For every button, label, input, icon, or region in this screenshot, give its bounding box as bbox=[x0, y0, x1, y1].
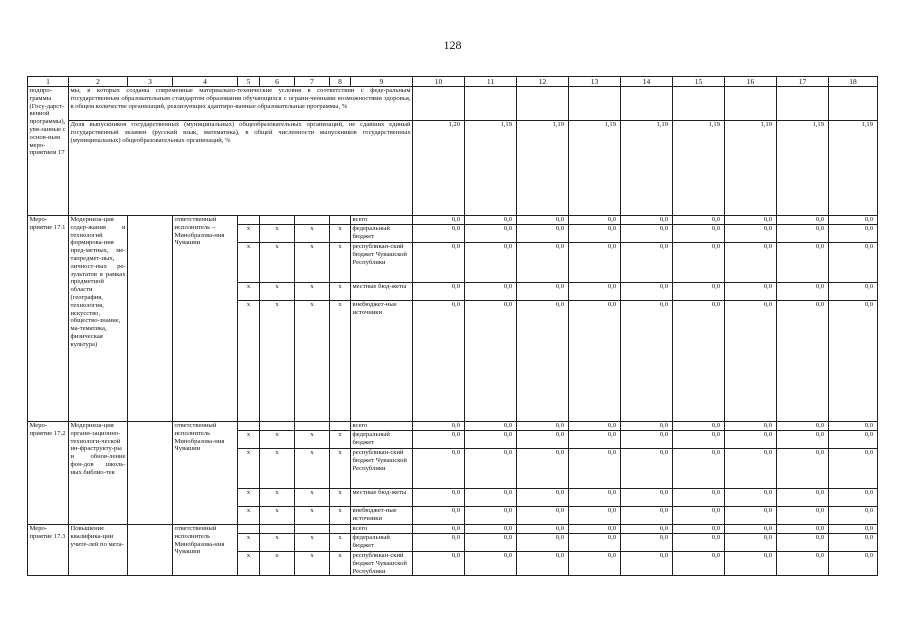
funding-value: 0,0 bbox=[673, 534, 725, 552]
funding-value: 0,0 bbox=[673, 301, 725, 422]
x-mark: x bbox=[330, 243, 351, 283]
x-mark: x bbox=[295, 431, 330, 449]
funding-source: республикан-ский бюджет Чувашской Республики bbox=[351, 552, 413, 576]
funding-value: 0,0 bbox=[725, 216, 777, 225]
funding-value: 0,0 bbox=[413, 243, 465, 283]
funding-value: 0,0 bbox=[829, 283, 878, 301]
x-mark: x bbox=[238, 243, 260, 283]
x-mark: x bbox=[260, 431, 295, 449]
funding-value: 0,0 bbox=[517, 525, 569, 534]
x-mark: x bbox=[260, 552, 295, 576]
funding-value: 0,0 bbox=[413, 534, 465, 552]
funding-source: местные бюд-жеты bbox=[351, 283, 413, 301]
executor: ответственный исполнитель – Минобразова-ния Чувашии bbox=[173, 216, 238, 422]
funding-value: 0,0 bbox=[673, 552, 725, 576]
funding-source: внебюджет-ные источники bbox=[351, 301, 413, 422]
program-table bbox=[27, 76, 878, 576]
funding-value: 0,0 bbox=[465, 216, 517, 225]
code-cell bbox=[238, 525, 260, 534]
column-header: 8 bbox=[330, 77, 351, 87]
x-mark: x bbox=[295, 449, 330, 489]
x-mark: x bbox=[260, 301, 295, 422]
x-mark: x bbox=[260, 507, 295, 525]
empty-cell bbox=[128, 216, 173, 422]
funding-value: 0,0 bbox=[569, 507, 621, 525]
funding-value: 0,0 bbox=[777, 489, 829, 507]
funding-value: 0,0 bbox=[569, 225, 621, 243]
indicator-value: 1,19 bbox=[465, 121, 517, 216]
funding-value: 0,0 bbox=[621, 431, 673, 449]
x-mark: x bbox=[260, 489, 295, 507]
empty-cell bbox=[128, 422, 173, 525]
funding-value: 0,0 bbox=[413, 225, 465, 243]
column-header: 6 bbox=[260, 77, 295, 87]
x-mark: x bbox=[238, 534, 260, 552]
indicator-value: 1,19 bbox=[673, 121, 725, 216]
executor: ответственный исполнитель Минобразова-ния Чувашии bbox=[173, 422, 238, 525]
funding-value: 0,0 bbox=[777, 534, 829, 552]
funding-value: 0,0 bbox=[829, 534, 878, 552]
funding-value: 0,0 bbox=[777, 507, 829, 525]
funding-value: 0,0 bbox=[465, 422, 517, 431]
column-header: 9 bbox=[351, 77, 413, 87]
funding-value: 0,0 bbox=[829, 552, 878, 576]
funding-value: 0,0 bbox=[569, 422, 621, 431]
x-mark: x bbox=[330, 507, 351, 525]
indicator-row bbox=[28, 121, 878, 216]
subprogram-label: подпро-граммы (Госу-дарст-венной программы), увя-занные с основ-ным меро-приятием 17 bbox=[28, 87, 69, 216]
funding-value: 0,0 bbox=[621, 507, 673, 525]
funding-value: 0,0 bbox=[777, 283, 829, 301]
x-mark: x bbox=[238, 301, 260, 422]
funding-value: 0,0 bbox=[413, 216, 465, 225]
indicator-text: Доля выпускников государственных (муниципальных) общеобразовательных организаций, не сдавших единый государственный экзамен (русский язык, математика), в общей численности выпускников государственных (муниципальных) общеобразовательных организаций, % bbox=[69, 121, 413, 216]
funding-value: 0,0 bbox=[465, 243, 517, 283]
indicator-value: 1,20 bbox=[413, 121, 465, 216]
column-header: 14 bbox=[621, 77, 673, 87]
funding-value: 0,0 bbox=[621, 422, 673, 431]
funding-value: 0,0 bbox=[569, 431, 621, 449]
column-header: 3 bbox=[128, 77, 173, 87]
x-mark: x bbox=[238, 431, 260, 449]
funding-value: 0,0 bbox=[517, 449, 569, 489]
funding-value: 0,0 bbox=[413, 507, 465, 525]
x-mark: x bbox=[238, 225, 260, 243]
funding-value: 0,0 bbox=[777, 301, 829, 422]
funding-value: 0,0 bbox=[725, 225, 777, 243]
funding-source: федеральный бюджет bbox=[351, 534, 413, 552]
funding-value: 0,0 bbox=[725, 243, 777, 283]
funding-row bbox=[28, 216, 878, 225]
measure-label: Меро-приятие 17.3 bbox=[28, 525, 69, 576]
x-mark: x bbox=[238, 507, 260, 525]
x-mark: x bbox=[295, 534, 330, 552]
funding-value: 0,0 bbox=[465, 507, 517, 525]
funding-value: 0,0 bbox=[621, 525, 673, 534]
indicator-value: 1,19 bbox=[621, 121, 673, 216]
x-mark: x bbox=[330, 534, 351, 552]
x-mark: x bbox=[238, 283, 260, 301]
x-mark: x bbox=[330, 449, 351, 489]
funding-value: 0,0 bbox=[725, 431, 777, 449]
funding-value: 0,0 bbox=[465, 283, 517, 301]
x-mark: x bbox=[260, 449, 295, 489]
funding-source: всего bbox=[351, 525, 413, 534]
funding-value: 0,0 bbox=[829, 422, 878, 431]
code-cell bbox=[238, 422, 260, 431]
funding-value: 0,0 bbox=[829, 507, 878, 525]
funding-value: 0,0 bbox=[517, 431, 569, 449]
x-mark: x bbox=[330, 552, 351, 576]
x-mark: x bbox=[295, 301, 330, 422]
funding-value: 0,0 bbox=[725, 422, 777, 431]
funding-value: 0,0 bbox=[673, 283, 725, 301]
indicator-text: мы, в которых созданы современные материально-технические условия в соответствии с феде-ральным государственным образовательным стандартом образования обучающихся с ограни-ченными возможностями здоровья, в общем количестве организаций, реализующих адаптиро-ванные образовательные программы, % bbox=[69, 87, 413, 121]
column-header: 17 bbox=[777, 77, 829, 87]
column-header: 12 bbox=[517, 77, 569, 87]
funding-value: 0,0 bbox=[829, 301, 878, 422]
measure-name: Повышение квалифика-ции учите-лей по мета- bbox=[69, 525, 128, 576]
indicator-value: 1,19 bbox=[517, 121, 569, 216]
x-mark: x bbox=[238, 449, 260, 489]
funding-value: 0,0 bbox=[673, 489, 725, 507]
indicator-value: 1,19 bbox=[829, 121, 878, 216]
funding-value: 0,0 bbox=[725, 534, 777, 552]
code-cell bbox=[260, 422, 295, 431]
funding-source: республикан-ский бюджет Чувашской Республики bbox=[351, 243, 413, 283]
funding-value: 0,0 bbox=[621, 301, 673, 422]
funding-value: 0,0 bbox=[829, 449, 878, 489]
funding-value: 0,0 bbox=[829, 225, 878, 243]
indicator-value: 1,19 bbox=[569, 121, 621, 216]
funding-value: 0,0 bbox=[777, 225, 829, 243]
column-header: 16 bbox=[725, 77, 777, 87]
x-mark: x bbox=[295, 552, 330, 576]
funding-value: 0,0 bbox=[569, 525, 621, 534]
funding-value: 0,0 bbox=[465, 301, 517, 422]
funding-value: 0,0 bbox=[413, 431, 465, 449]
column-header: 1 bbox=[28, 77, 69, 87]
funding-value: 0,0 bbox=[517, 216, 569, 225]
funding-value: 0,0 bbox=[829, 431, 878, 449]
measure-label: Меро-приятие 17.1 bbox=[28, 216, 69, 422]
column-header: 7 bbox=[295, 77, 330, 87]
funding-value: 0,0 bbox=[465, 534, 517, 552]
x-mark: x bbox=[295, 489, 330, 507]
executor: ответственный исполнитель Минобразова-ния Чувашии bbox=[173, 525, 238, 576]
funding-source: всего bbox=[351, 422, 413, 431]
code-cell bbox=[295, 422, 330, 431]
funding-value: 0,0 bbox=[725, 283, 777, 301]
funding-value: 0,0 bbox=[465, 489, 517, 507]
funding-value: 0,0 bbox=[517, 422, 569, 431]
funding-value: 0,0 bbox=[829, 216, 878, 225]
funding-source: местные бюд-жеты bbox=[351, 489, 413, 507]
funding-value: 0,0 bbox=[517, 301, 569, 422]
funding-value: 0,0 bbox=[569, 283, 621, 301]
funding-source: всего bbox=[351, 216, 413, 225]
funding-value: 0,0 bbox=[725, 525, 777, 534]
funding-value: 0,0 bbox=[413, 301, 465, 422]
funding-value: 0,0 bbox=[829, 243, 878, 283]
funding-value: 0,0 bbox=[465, 225, 517, 243]
measure-name: Модерниза-ция содер-жания и технологий формирова-ния пред-метных, ме-тапредмет-ных, личност-ных ре-зультатов в рамках предметной области (география, технология, искусство, общество-знание, ма-тематика, физическая культура) bbox=[69, 216, 128, 422]
funding-value: 0,0 bbox=[621, 283, 673, 301]
funding-value: 0,0 bbox=[517, 489, 569, 507]
funding-value: 0,0 bbox=[621, 225, 673, 243]
code-cell bbox=[260, 525, 295, 534]
measure-label: Меро-приятие 17.2 bbox=[28, 422, 69, 525]
funding-value: 0,0 bbox=[673, 243, 725, 283]
indicator-value: 1,19 bbox=[725, 121, 777, 216]
funding-value: 0,0 bbox=[413, 283, 465, 301]
funding-source: федеральный бюджет bbox=[351, 225, 413, 243]
code-cell bbox=[238, 216, 260, 225]
funding-value: 0,0 bbox=[413, 489, 465, 507]
funding-value: 0,0 bbox=[569, 449, 621, 489]
funding-value: 0,0 bbox=[465, 431, 517, 449]
funding-value: 0,0 bbox=[569, 489, 621, 507]
funding-value: 0,0 bbox=[777, 449, 829, 489]
funding-value: 0,0 bbox=[777, 243, 829, 283]
x-mark: x bbox=[260, 243, 295, 283]
x-mark: x bbox=[295, 507, 330, 525]
x-mark: x bbox=[330, 225, 351, 243]
code-cell bbox=[330, 216, 351, 225]
funding-source: федеральный бюджет bbox=[351, 431, 413, 449]
x-mark: x bbox=[330, 301, 351, 422]
funding-value: 0,0 bbox=[569, 243, 621, 283]
funding-value: 0,0 bbox=[673, 431, 725, 449]
funding-value: 0,0 bbox=[621, 243, 673, 283]
x-mark: x bbox=[295, 225, 330, 243]
indicator-row bbox=[28, 87, 878, 121]
funding-value: 0,0 bbox=[777, 422, 829, 431]
funding-source: республикан-ский бюджет Чувашской Республики bbox=[351, 449, 413, 489]
funding-value: 0,0 bbox=[517, 225, 569, 243]
code-cell bbox=[295, 216, 330, 225]
code-cell bbox=[330, 422, 351, 431]
funding-value: 0,0 bbox=[621, 552, 673, 576]
funding-row bbox=[28, 525, 878, 534]
funding-value: 0,0 bbox=[673, 449, 725, 489]
funding-value: 0,0 bbox=[777, 216, 829, 225]
funding-value: 0,0 bbox=[621, 489, 673, 507]
column-header: 10 bbox=[413, 77, 465, 87]
column-header: 11 bbox=[465, 77, 517, 87]
funding-value: 0,0 bbox=[465, 525, 517, 534]
funding-row bbox=[28, 422, 878, 431]
code-cell bbox=[260, 216, 295, 225]
funding-value: 0,0 bbox=[829, 525, 878, 534]
funding-value: 0,0 bbox=[621, 534, 673, 552]
funding-value: 0,0 bbox=[673, 422, 725, 431]
x-mark: x bbox=[330, 431, 351, 449]
funding-value: 0,0 bbox=[725, 552, 777, 576]
funding-value: 0,0 bbox=[829, 489, 878, 507]
code-cell bbox=[295, 525, 330, 534]
funding-value: 0,0 bbox=[621, 449, 673, 489]
x-mark: x bbox=[260, 283, 295, 301]
funding-value: 0,0 bbox=[777, 431, 829, 449]
funding-value: 0,0 bbox=[517, 243, 569, 283]
empty-cell bbox=[128, 525, 173, 576]
funding-value: 0,0 bbox=[777, 525, 829, 534]
measure-name: Модерниза-ция органи-зационно-технологи-ческой ин-фраструкту-ры и обнов-ление фон-дов школь-ных библио-тек bbox=[69, 422, 128, 525]
funding-value: 0,0 bbox=[569, 301, 621, 422]
header-row bbox=[28, 77, 878, 87]
x-mark: x bbox=[330, 489, 351, 507]
funding-value: 0,0 bbox=[725, 489, 777, 507]
x-mark: x bbox=[238, 489, 260, 507]
funding-value: 0,0 bbox=[725, 507, 777, 525]
funding-value: 0,0 bbox=[413, 422, 465, 431]
funding-value: 0,0 bbox=[673, 507, 725, 525]
funding-value: 0,0 bbox=[673, 525, 725, 534]
page-number: 128 bbox=[443, 38, 462, 52]
funding-value: 0,0 bbox=[465, 449, 517, 489]
funding-value: 0,0 bbox=[413, 552, 465, 576]
funding-value: 0,0 bbox=[465, 552, 517, 576]
funding-value: 0,0 bbox=[621, 216, 673, 225]
code-cell bbox=[330, 525, 351, 534]
x-mark: x bbox=[295, 283, 330, 301]
column-header: 2 bbox=[69, 77, 128, 87]
funding-value: 0,0 bbox=[673, 216, 725, 225]
funding-value: 0,0 bbox=[569, 534, 621, 552]
column-header: 18 bbox=[829, 77, 878, 87]
funding-value: 0,0 bbox=[413, 449, 465, 489]
funding-source: внебюджет-ные источники bbox=[351, 507, 413, 525]
column-header: 13 bbox=[569, 77, 621, 87]
funding-value: 0,0 bbox=[517, 283, 569, 301]
funding-value: 0,0 bbox=[569, 216, 621, 225]
column-header: 4 bbox=[173, 77, 238, 87]
x-mark: x bbox=[238, 552, 260, 576]
x-mark: x bbox=[260, 534, 295, 552]
x-mark: x bbox=[295, 243, 330, 283]
funding-value: 0,0 bbox=[725, 449, 777, 489]
funding-value: 0,0 bbox=[517, 552, 569, 576]
funding-value: 0,0 bbox=[569, 552, 621, 576]
column-header: 15 bbox=[673, 77, 725, 87]
x-mark: x bbox=[330, 283, 351, 301]
funding-value: 0,0 bbox=[725, 301, 777, 422]
funding-value: 0,0 bbox=[777, 552, 829, 576]
funding-value: 0,0 bbox=[517, 534, 569, 552]
x-mark: x bbox=[260, 225, 295, 243]
indicator-value: 1,19 bbox=[777, 121, 829, 216]
column-header: 5 bbox=[238, 77, 260, 87]
funding-value: 0,0 bbox=[413, 525, 465, 534]
funding-value: 0,0 bbox=[673, 225, 725, 243]
funding-value: 0,0 bbox=[517, 507, 569, 525]
